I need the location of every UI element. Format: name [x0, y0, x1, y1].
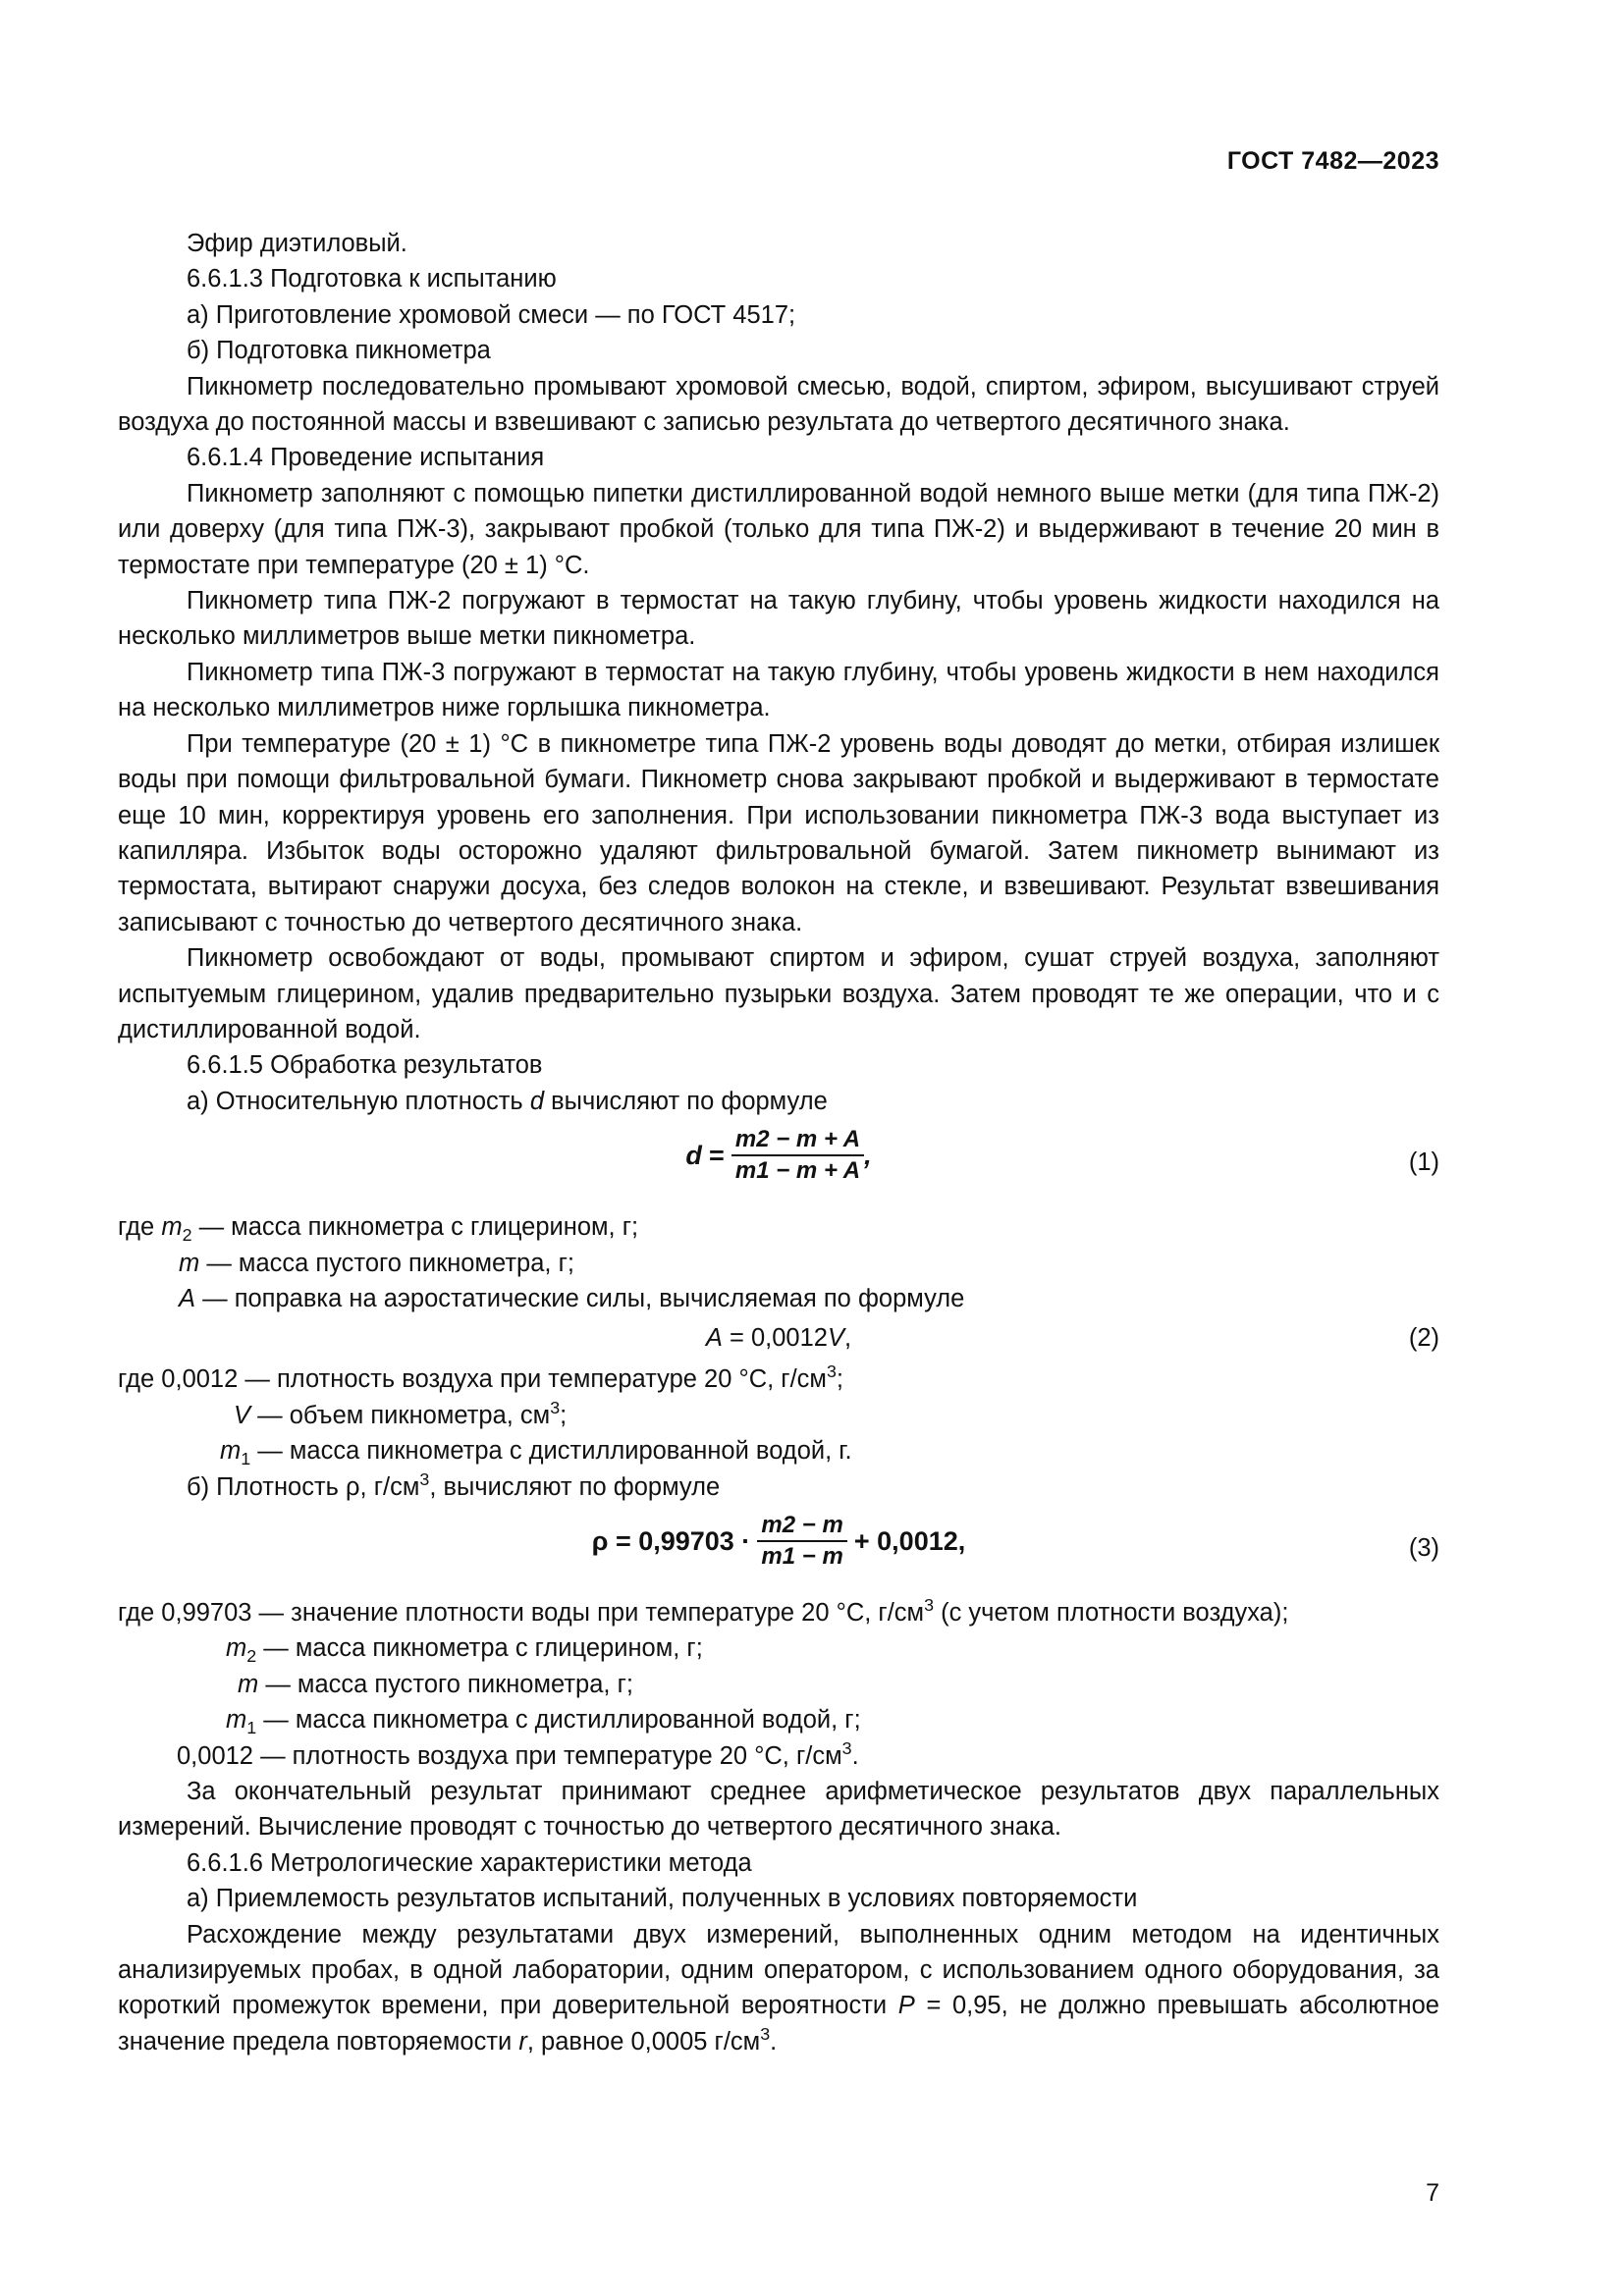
fraction: $\frac{m2 - m + A}{m1 - m + A}$ — [731, 1125, 864, 1186]
list-item: а) Приготовление хромовой смеси — по ГОСТ 4517; — [187, 300, 796, 329]
paragraph: Расхождение между результатами двух измерений, выполненных одним методом на идентичных анализируемых пробах, в одной лаборатории, одним оператором, с использованием одного оборудования, за короткий промежуток времени, при доверительной вероятности P = 0,95, не должно превышать абсолютное значение предела повторяемости r, равное 0,0005 $г/см^3$. — [118, 1920, 1439, 2056]
formula-number: (3) — [1408, 1534, 1439, 1562]
section-heading: 6.6.1.6 Метрологические характеристики метода — [187, 1848, 752, 1877]
list-item: б) Плотность ρ, $г/см^3$, вычисляют по формуле — [187, 1468, 721, 1501]
paragraph: За окончательный результат принимают среднее арифметическое результатов двух параллельных измерений. Вычисление проводят с точностью до четвертого десятичного знака. — [118, 1778, 1439, 1842]
variable-definitions: где 0,0012 — плотность воздуха при температуре 20 °С, $г/см^3$; V — объем пикнометра, $см^3$; $m_1$ — масса пикнометра с дистиллированной водой, г. — [118, 1362, 852, 1469]
paragraph: Пикнометр типа ПЖ-3 погружают в термостат на такую глубину, чтобы уровень жидкости в нем находился на несколько миллиметров ниже горлышка пикнометра. — [118, 658, 1439, 722]
document-header: ГОСТ 7482—2023 — [1226, 147, 1439, 175]
paragraph: Пикнометр освобождают от воды, промывают спиртом и эфиром, сушат струей воздуха, заполняют испытуемым глицерином, удалив предварительно пузырьки воздуха. Затем проводят те же операции, что и с дистиллированной водой. — [118, 944, 1439, 1043]
formula-1: d = $\frac{m2 - m + A}{m1 - m + A}$ , (1) — [685, 1126, 1439, 1185]
fraction: $\frac{m2 - m}{m1 - m}$ — [757, 1511, 846, 1572]
formula-number: (2) — [1408, 1324, 1439, 1353]
paragraph: При температуре (20 ± 1) °С в пикнометре типа ПЖ-2 уровень воды доводят до метки, отбирая излишек воды при помощи фильтровальной бумаги. Пикнометр снова закрывают пробкой и выдерживают в термостате еще 10 мин, корректируя уровень его заполнения. При использовании пикнометра ПЖ-3 вода выступает из капилляра. Избыток воды осторожно удаляют фильтровальной бумагой. Затем пикнометр вынимают из термостата, вытирают снаружи досуха, без следов волокон на стекле, и взвешивают. Результат взвешивания записывают с точностью до четвертого десятичного знака. — [118, 729, 1439, 936]
section-heading: 6.6.1.4 Проведение испытания — [187, 444, 545, 472]
section-heading: 6.6.1.5 Обработка результатов — [187, 1051, 543, 1080]
paragraph: Пикнометр заполняют с помощью пипетки дистиллированной водой немного выше метки (для типа ПЖ-2) или доверху (для типа ПЖ-3), закрывают пробкой (только для типа ПЖ-2) и выдерживают в течение 20 мин в термостате при температуре (20 ± 1) °С. — [118, 479, 1439, 579]
list-item: а) Приемлемость результатов испытаний, полученных в условиях повторяемости — [187, 1885, 1138, 1913]
variable-definitions: где $m_2$ — масса пикнометра с глицерином, г; m — масса пустого пикнометра, г; A — поправка на аэростатические силы, вычисляемая по формуле — [118, 1213, 965, 1312]
formula-3: ρ = 0,99703 · $\frac{m2 - m}{m1 - m}$ + 0,0012, (3) — [591, 1512, 1439, 1570]
list-item: а) Относительную плотность d вычисляют по формуле — [187, 1087, 828, 1115]
paragraph: Пикнометр типа ПЖ-2 погружают в термостат на такую глубину, чтобы уровень жидкости находился на несколько миллиметров выше метки пикнометра. — [118, 587, 1439, 651]
text-line: Эфир диэтиловый. — [187, 230, 407, 257]
paragraph: Пикнометр последовательно промывают хромовой смесью, водой, спиртом, эфиром, высушивают струей воздуха до постоянной массы и взвешивают с записью результата до четвертого десятичного знака. — [118, 372, 1439, 437]
page-number: 7 — [1426, 2179, 1439, 2207]
section-heading: 6.6.1.3 Подготовка к испытанию — [187, 265, 557, 294]
variable-definitions: где 0,99703 — значение плотности воды при температуре 20 °С, $г/см^3$ (с учетом плотности воздуха); $m_2$ — масса пикнометра с глицерином, г; m — масса пустого пикнометра, г; $m_1$ — масса пикнометра с дистиллированной водой, г; 0,0012 — плотность воздуха при температуре 20 °С, $г/см^3$. — [118, 1595, 1289, 1770]
list-item: б) Подготовка пикнометра — [187, 337, 491, 365]
document-body — [118, 226, 1439, 2059]
formula-2: A = 0,0012V, (2) — [118, 1318, 1439, 1360]
formula-number: (1) — [1408, 1148, 1439, 1177]
